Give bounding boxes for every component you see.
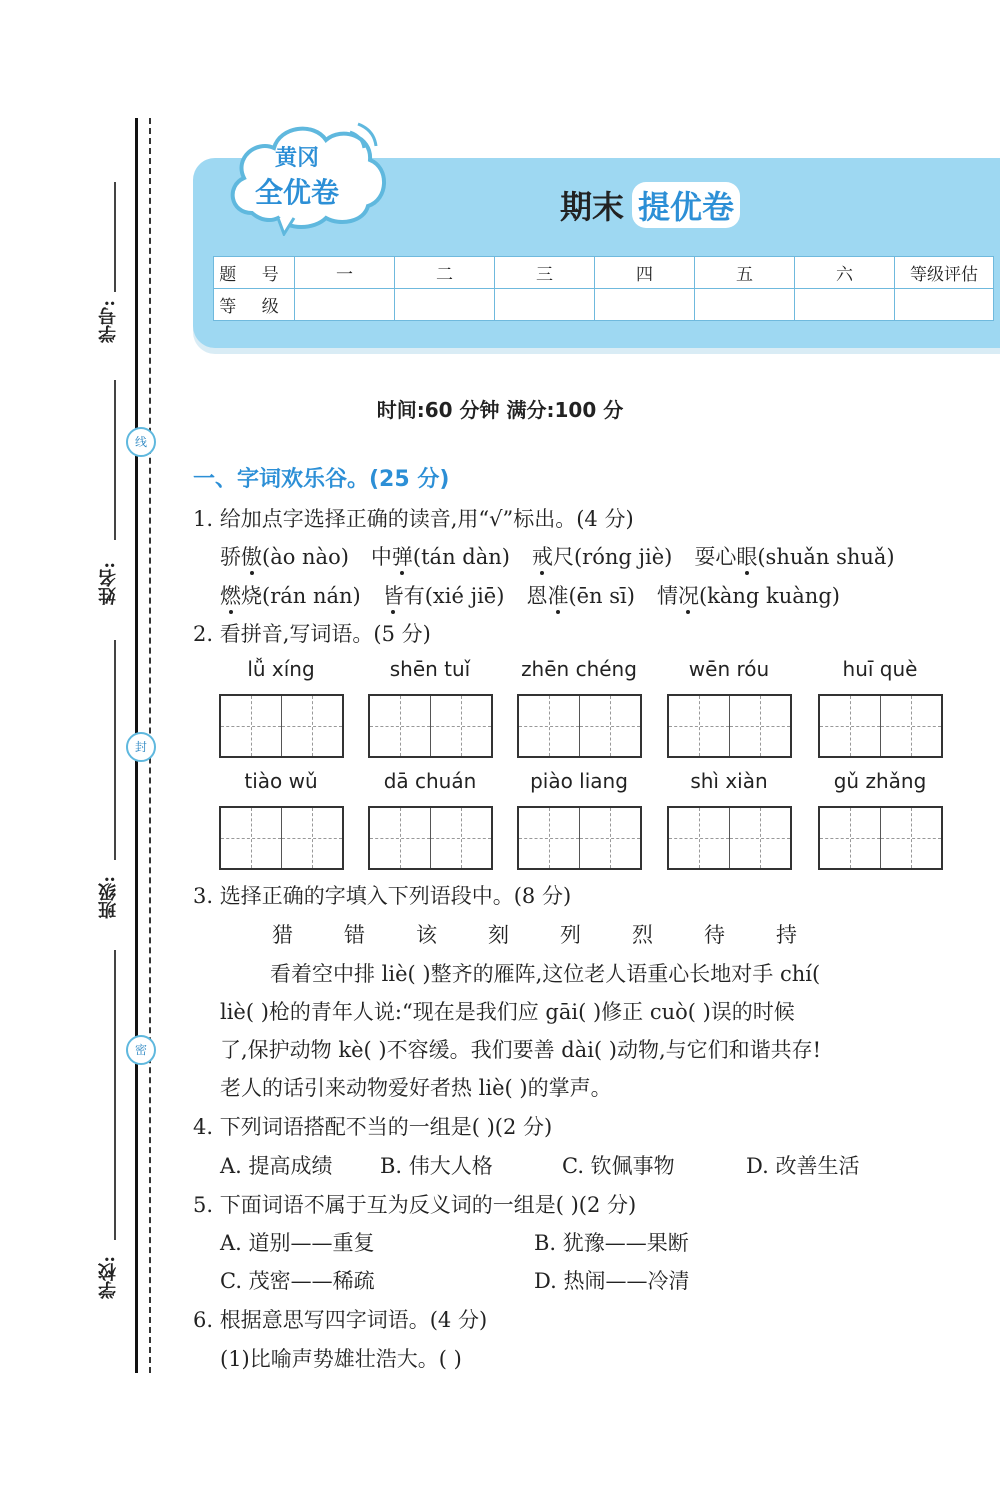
question-1-row1 — [220, 541, 895, 571]
table-cell: 等级评估 — [895, 257, 994, 289]
table-cell: 六 — [795, 257, 895, 289]
title-highlight: 提优卷 — [632, 182, 740, 228]
seal-mi: 密 — [126, 1035, 156, 1065]
pinyin-prompt: dā chuán — [383, 769, 477, 793]
grade-input-cell[interactable] — [395, 289, 495, 321]
paragraph-line: 看着空中排 liè( )整齐的雁阵,这位老人语重心长地对手 chí( — [270, 962, 821, 986]
logo-line2: 全优卷 — [254, 176, 339, 209]
word-option: 猎 — [272, 923, 293, 947]
student-id-label: 学号: — [98, 300, 119, 343]
list-item: 燃烧(rán nán) — [220, 584, 361, 608]
answer-option[interactable]: D. 改善生活 — [746, 1154, 860, 1178]
word-option: 持 — [776, 923, 797, 947]
grade-input-cell[interactable] — [795, 289, 895, 321]
writing-grid[interactable] — [219, 806, 344, 870]
pinyin-prompt: wēn róu — [688, 657, 770, 681]
question-1-row2 — [220, 580, 840, 610]
list-item: 戒尺(róng jiè) — [531, 545, 673, 569]
pinyin-prompt: tiào wǔ — [244, 769, 318, 793]
writing-grid[interactable] — [667, 694, 792, 758]
writing-grid[interactable] — [818, 806, 943, 870]
writing-grid[interactable] — [517, 806, 642, 870]
grade-input-cell[interactable] — [595, 289, 695, 321]
list-item: 骄傲(ào nào) — [220, 545, 349, 569]
list-item: 情况(kàng kuàng) — [656, 584, 840, 608]
brand-logo — [232, 142, 362, 210]
pinyin-prompt: shì xiàn — [690, 769, 768, 793]
school-line-top — [114, 950, 116, 1240]
paragraph-line: 老人的话引来动物爱好者热 liè( )的掌声。 — [220, 1076, 612, 1100]
pinyin-prompt: gǔ zhǎng — [833, 769, 927, 793]
question-2-stem: 2. 看拼音,写词语。(5 分) — [193, 622, 431, 646]
paragraph-line: 了,保护动物 kè( )不容缓。我们要善 dài( )动物,与它们和谐共存! — [220, 1038, 822, 1062]
answer-option[interactable]: A. 道别——重复 — [220, 1231, 375, 1255]
title-main: 期末 — [560, 188, 625, 226]
writing-grid[interactable] — [667, 806, 792, 870]
word-option: 待 — [704, 923, 725, 947]
pinyin-prompt: piào liang — [530, 769, 628, 793]
table-row — [214, 289, 994, 321]
writing-grid[interactable] — [818, 694, 943, 758]
pinyin-prompt: shēn tuǐ — [389, 657, 471, 681]
paragraph-line: liè( )枪的青年人说:“现在是我们应 gāi( )修正 cuò( )误的时候 — [220, 1000, 795, 1024]
answer-option[interactable]: A. 提高成绩 — [220, 1154, 333, 1178]
table-cell: 五 — [695, 257, 795, 289]
table-cell: 三 — [495, 257, 595, 289]
answer-option[interactable]: D. 热闹——冷清 — [534, 1269, 690, 1293]
student-id-line — [114, 182, 116, 292]
question-6-stem: 6. 根据意思写四字词语。(4 分) — [193, 1308, 488, 1332]
grade-input-cell[interactable] — [295, 289, 395, 321]
pinyin-prompt: huī què — [842, 657, 918, 681]
answer-option[interactable]: B. 犹豫——果断 — [534, 1231, 689, 1255]
word-bank — [272, 919, 848, 949]
word-option: 烈 — [632, 923, 653, 947]
table-cell: 二 — [395, 257, 495, 289]
grade-input-cell[interactable] — [895, 289, 994, 321]
grade-input-cell[interactable] — [495, 289, 595, 321]
word-option: 该 — [416, 923, 437, 947]
question-3-stem: 3. 选择正确的字填入下列语段中。(8 分) — [193, 884, 572, 908]
writing-grid[interactable] — [517, 694, 642, 758]
name-label: 姓名: — [98, 562, 119, 605]
list-item: 耍心眼(shuǎn shuǎ) — [694, 545, 895, 569]
writing-grid[interactable] — [368, 694, 493, 758]
writing-grid[interactable] — [368, 806, 493, 870]
school-label: 学校: — [98, 1256, 119, 1299]
class-label: 班级: — [98, 876, 119, 919]
word-option: 错 — [344, 923, 365, 947]
time-score-line: 时间:60 分钟 满分:100 分 — [376, 398, 624, 422]
question-1-stem: 1. 给加点字选择正确的读音,用“√”标出。(4 分) — [193, 507, 634, 531]
answer-option[interactable]: C. 茂密——稀疏 — [220, 1269, 375, 1293]
word-option: 列 — [560, 923, 581, 947]
question-4-stem: 4. 下列词语搭配不当的一组是( )(2 分) — [193, 1115, 553, 1139]
table-cell: 题 号 — [214, 257, 295, 289]
paper-title — [560, 182, 740, 228]
question-5-stem: 5. 下面词语不属于互为反义词的一组是( )(2 分) — [193, 1193, 637, 1217]
pinyin-prompt: zhēn chéng — [521, 657, 637, 681]
answer-option[interactable]: C. 钦佩事物 — [562, 1154, 675, 1178]
class-line-top — [114, 640, 116, 860]
list-item: 中弹(tán dàn) — [370, 545, 510, 569]
section-heading: 一、字词欢乐谷。(25 分) — [193, 467, 450, 492]
pinyin-prompt: lǚ xíng — [247, 657, 315, 681]
answer-option[interactable]: B. 伟大人格 — [380, 1154, 493, 1178]
table-cell: 四 — [595, 257, 695, 289]
table-row — [214, 257, 994, 289]
writing-grid[interactable] — [219, 694, 344, 758]
question-6-item1: (1)比喻声势雄壮浩大。( ) — [220, 1347, 462, 1371]
table-cell: 等 级 — [214, 289, 295, 321]
logo-line1: 黄冈 — [274, 146, 319, 171]
list-item: 皆有(xié jiē) — [382, 584, 505, 608]
seal-xian: 线 — [126, 427, 156, 457]
word-option: 刻 — [488, 923, 509, 947]
grade-input-cell[interactable] — [695, 289, 795, 321]
seal-feng: 封 — [126, 732, 156, 762]
table-cell: 一 — [295, 257, 395, 289]
grade-table — [213, 256, 994, 321]
list-item: 恩准(ēn sī) — [526, 584, 635, 608]
